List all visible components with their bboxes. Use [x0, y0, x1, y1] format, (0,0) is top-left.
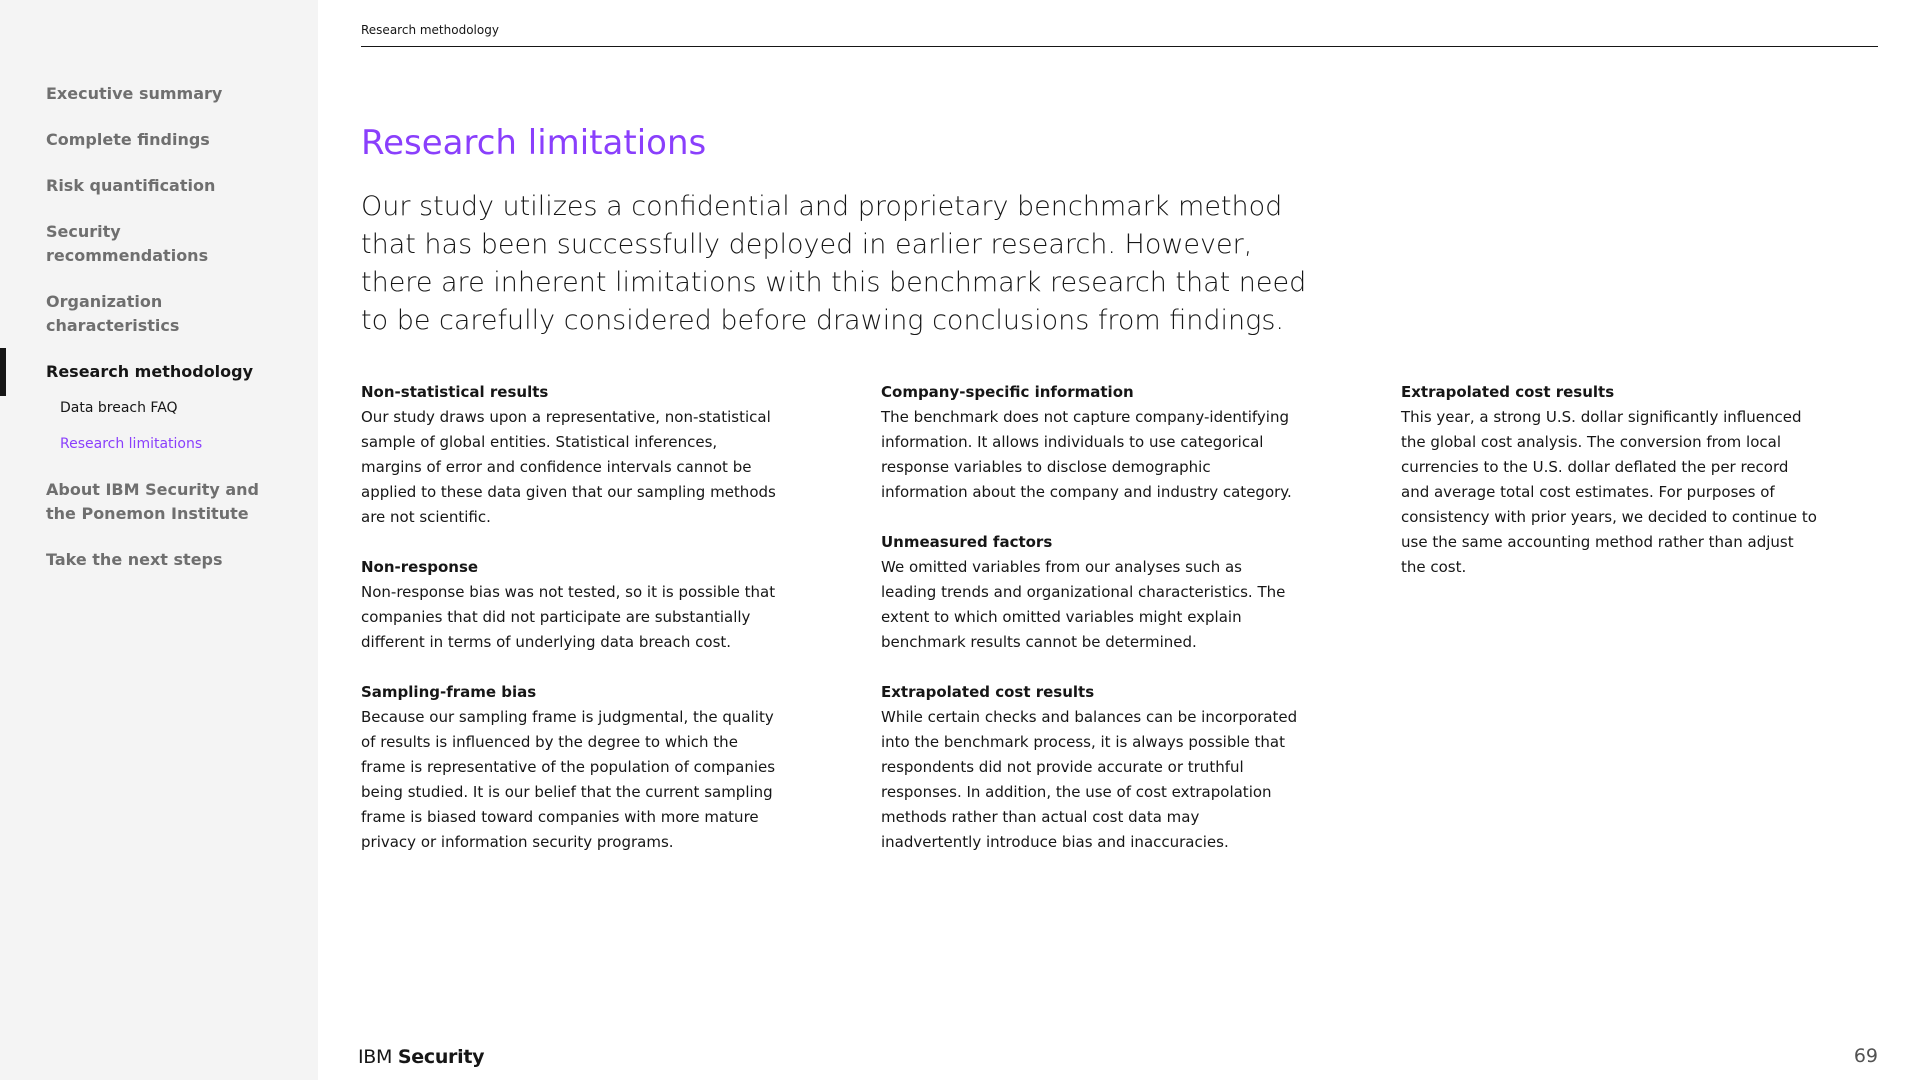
limitation-heading: Unmeasured factors [881, 533, 1053, 551]
limitation-body: Our study draws upon a representative, non-statistical sample of global entities. Statistical inferences, margins of error and confidence intervals cannot be applied to these data given that our sampling methods are not scientific. [361, 408, 776, 526]
limitation-heading: Extrapolated cost results [1401, 383, 1615, 401]
ibm-security-logo [358, 1045, 484, 1069]
content-column-3 [1401, 380, 1821, 605]
section-header: Research methodology [361, 22, 1878, 47]
lead-paragraph: Our study utilizes a confidential and proprietary benchmark method that has been successfully deployed in earlier research. However, there are inherent limitations with this benchmark research that need to be carefully considered before drawing conclusions from findings. [361, 191, 1307, 336]
limitation-heading: Non-statistical results [361, 383, 549, 401]
limitation-body: This year, a strong U.S. dollar significantly influenced the global cost analysis. The conversion from local currencies to the U.S. dollar deflated the per record and average total cost estimates. For purposes of consistency with prior years, we decided to continue to use the same accounting method rather than adjust the cost. [1401, 408, 1817, 576]
sidebar-item-about-ibm-security[interactable]: About IBM Security and the Ponemon Institute [46, 480, 259, 523]
sidebar-item-security-recommendations[interactable]: Security recommendations [46, 222, 209, 265]
page-title: Research limitations [361, 123, 707, 163]
sidebar-item-executive-summary[interactable]: Executive summary [46, 84, 223, 103]
limitation-block [1401, 380, 1821, 580]
page-number: 69 [1853, 1045, 1878, 1067]
limitation-body: Because our sampling frame is judgmental, the quality of results is influenced by the degree to which the frame is representative of the population of companies being studied. It is our belief that the current sampling frame is biased toward companies with more mature privacy or information security programs. [361, 708, 776, 851]
limitation-heading: Company-specific information [881, 383, 1134, 401]
content-column-1 [361, 380, 781, 880]
sidebar-item-complete-findings[interactable]: Complete findings [46, 130, 210, 149]
sidebar [0, 0, 318, 1080]
limitation-body: We omitted variables from our analyses such as leading trends and organizational characteristics. The extent to which omitted variables might explain benchmark results cannot be determined. [881, 558, 1286, 651]
sidebar-subitem-data-breach-faq[interactable]: Data breach FAQ [60, 400, 178, 416]
limitation-heading: Extrapolated cost results [881, 683, 1095, 701]
sidebar-item-organization-characteristics[interactable]: Organization characteristics [46, 292, 180, 335]
limitation-block [361, 555, 781, 655]
limitation-block [361, 380, 781, 530]
logo-ibm-text: IBM [358, 1046, 393, 1068]
limitation-heading: Non-response [361, 558, 479, 576]
limitation-block [881, 680, 1301, 855]
sidebar-nav [0, 82, 318, 594]
logo-security-text: Security [397, 1046, 485, 1068]
sidebar-item-risk-quantification[interactable]: Risk quantification [46, 176, 216, 195]
content-column-2 [881, 380, 1301, 880]
limitation-body: While certain checks and balances can be incorporated into the benchmark process, it is always possible that respondents did not provide accurate or truthful responses. In addition, the use of cost extrapolation methods rather than actual cost data may inadvertently introduce bias and inaccuracies. [881, 708, 1298, 851]
sidebar-item-research-methodology[interactable]: Research methodology [0, 360, 318, 384]
limitation-block [361, 680, 781, 855]
sidebar-item-take-next-steps[interactable]: Take the next steps [46, 550, 223, 569]
sidebar-subitem-research-limitations[interactable]: Research limitations [60, 436, 203, 452]
limitation-block [881, 380, 1301, 505]
limitation-heading: Sampling-frame bias [361, 683, 537, 701]
limitation-body: Non-response bias was not tested, so it is possible that companies that did not participate are substantially different in terms of underlying data breach cost. [361, 583, 776, 651]
limitation-block [881, 530, 1301, 655]
limitation-body: The benchmark does not capture company-identifying information. It allows individuals to use categorical response variables to disclose demographic information about the company and industry category. [881, 408, 1292, 501]
